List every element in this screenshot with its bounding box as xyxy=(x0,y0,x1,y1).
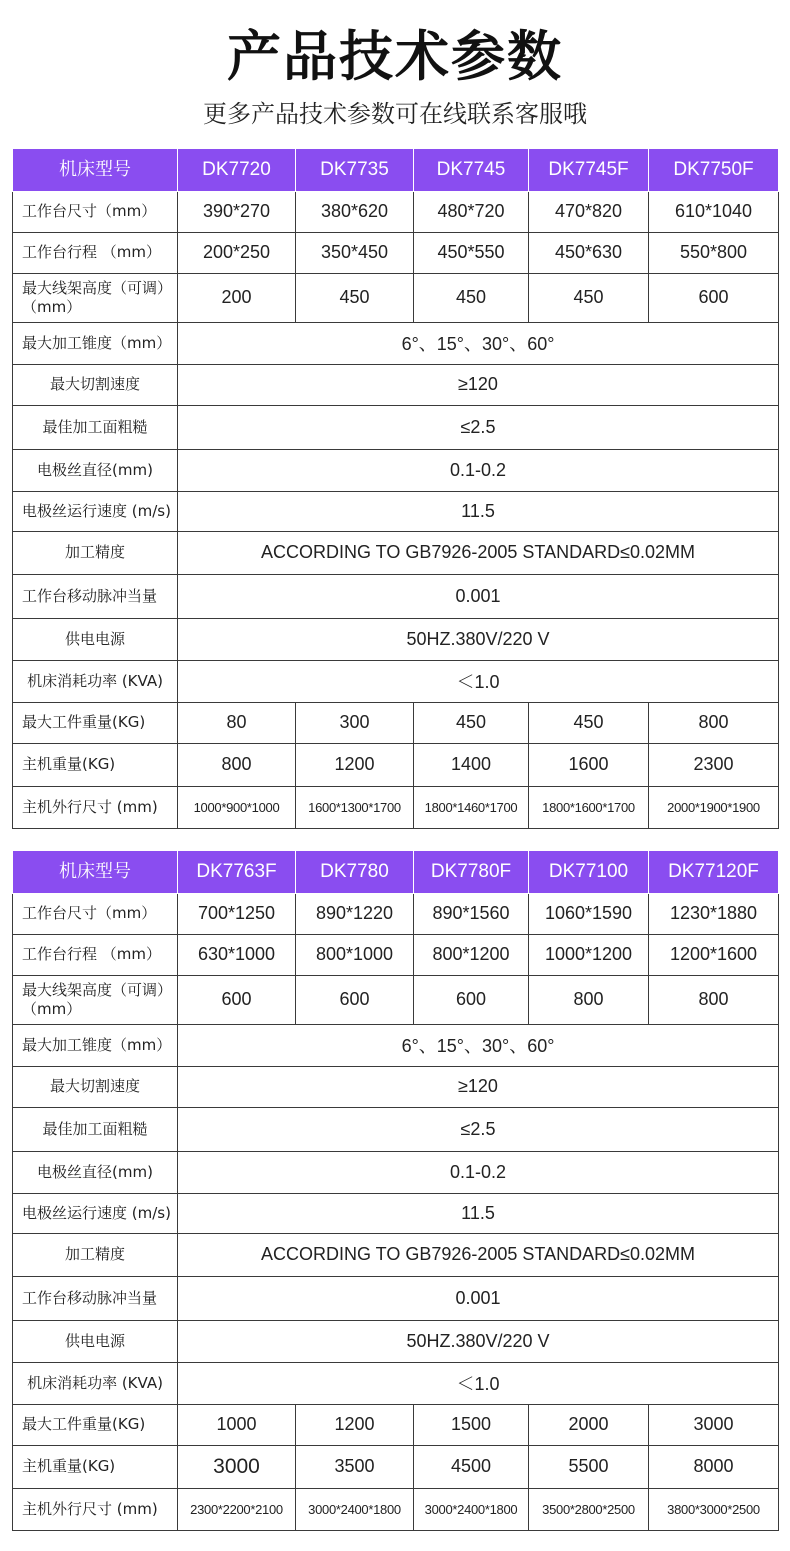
table-row xyxy=(13,660,779,702)
model-header: DK77120F xyxy=(649,851,779,893)
row-label: 供电电源 xyxy=(13,1320,178,1362)
spec-value: 610*1040 xyxy=(649,191,779,232)
table-row xyxy=(13,934,779,975)
spec-value-shared: ≥120 xyxy=(178,1066,779,1107)
spec-value: 3000*2400*1800 xyxy=(414,1488,529,1530)
spec-value: 200 xyxy=(178,273,296,322)
page-title: 产品技术参数 xyxy=(227,25,563,88)
spec-value: 600 xyxy=(649,273,779,322)
spec-value: 450*630 xyxy=(529,232,649,273)
spec-value-shared: 0.1-0.2 xyxy=(178,1151,779,1193)
table-row xyxy=(13,1151,779,1193)
table-row xyxy=(13,1024,779,1066)
row-label: 加工精度 xyxy=(13,1233,178,1276)
spec-value: 800*1000 xyxy=(296,934,414,975)
header-label: 机床型号 xyxy=(13,149,178,191)
table-row xyxy=(13,1445,779,1488)
spec-value-shared: ACCORDING TO GB7926-2005 STANDARD≤0.02MM xyxy=(178,1233,779,1276)
spec-value-shared: ＜1.0 xyxy=(178,660,779,702)
spec-value: 1800*1600*1700 xyxy=(529,786,649,828)
row-label: 最大线架高度（可调）（mm） xyxy=(13,273,178,322)
row-label: 供电电源 xyxy=(13,618,178,660)
table-row xyxy=(13,364,779,405)
spec-value: 3000*2400*1800 xyxy=(296,1488,414,1530)
spec-value: 390*270 xyxy=(178,191,296,232)
spec-value: 2000*1900*1900 xyxy=(649,786,779,828)
spec-value: 1000*1200 xyxy=(529,934,649,975)
row-label: 主机外行尺寸 (mm) xyxy=(13,1488,178,1530)
row-label: 最大加工锥度（mm） xyxy=(13,1024,178,1066)
spec-value: 1000 xyxy=(178,1404,296,1445)
row-label: 主机重量(KG) xyxy=(13,1445,178,1488)
table-row xyxy=(13,273,779,322)
table-row xyxy=(13,1488,779,1530)
table-row xyxy=(13,1193,779,1233)
row-label: 电极丝运行速度 (m/s) xyxy=(13,1193,178,1233)
spec-value: 3500*2800*2500 xyxy=(529,1488,649,1530)
row-label: 电极丝运行速度 (m/s) xyxy=(13,491,178,531)
spec-value: 700*1250 xyxy=(178,893,296,934)
spec-value: 600 xyxy=(414,975,529,1024)
model-header: DK7745F xyxy=(529,149,649,191)
spec-value: 550*800 xyxy=(649,232,779,273)
spec-value: 350*450 xyxy=(296,232,414,273)
spec-value: 800*1200 xyxy=(414,934,529,975)
spec-value-shared: ACCORDING TO GB7926-2005 STANDARD≤0.02MM xyxy=(178,531,779,574)
row-label: 机床消耗功率 (KVA) xyxy=(13,660,178,702)
spec-value: 450 xyxy=(414,273,529,322)
spec-value: 300 xyxy=(296,702,414,743)
table-row xyxy=(13,232,779,273)
row-label: 电极丝直径(mm) xyxy=(13,1151,178,1193)
spec-value: 800 xyxy=(178,743,296,786)
spec-value: 800 xyxy=(529,975,649,1024)
row-label: 工作台尺寸（mm） xyxy=(13,191,178,232)
spec-value: 1230*1880 xyxy=(649,893,779,934)
table-row xyxy=(13,322,779,364)
row-label: 主机重量(KG) xyxy=(13,743,178,786)
spec-value: 450 xyxy=(529,273,649,322)
spec-value-shared: 11.5 xyxy=(178,1193,779,1233)
spec-value: 470*820 xyxy=(529,191,649,232)
spec-value: 4500 xyxy=(414,1445,529,1488)
spec-value-shared: 0.001 xyxy=(178,1276,779,1320)
spec-value: 2300*2200*2100 xyxy=(178,1488,296,1530)
table-row xyxy=(13,743,779,786)
row-label: 工作台移动脉冲当量 xyxy=(13,1276,178,1320)
model-header: DK7720 xyxy=(178,149,296,191)
spec-value: 800 xyxy=(649,702,779,743)
table-row xyxy=(13,574,779,618)
spec-table-2 xyxy=(12,851,779,1531)
spec-value: 3800*3000*2500 xyxy=(649,1488,779,1530)
table-row xyxy=(13,975,779,1024)
spec-value-shared: ≤2.5 xyxy=(178,405,779,449)
model-header: DK7780F xyxy=(414,851,529,893)
spec-value-shared: 11.5 xyxy=(178,491,779,531)
table-row xyxy=(13,531,779,574)
page-subtitle: 更多产品技术参数可在线联系客服哦 xyxy=(203,100,587,128)
spec-value: 5500 xyxy=(529,1445,649,1488)
table-row xyxy=(13,1362,779,1404)
spec-value: 1200 xyxy=(296,1404,414,1445)
spec-value: 890*1560 xyxy=(414,893,529,934)
spec-value: 1060*1590 xyxy=(529,893,649,934)
spec-value: 890*1220 xyxy=(296,893,414,934)
spec-value: 380*620 xyxy=(296,191,414,232)
row-label: 最佳加工面粗糙 xyxy=(13,405,178,449)
spec-value: 1500 xyxy=(414,1404,529,1445)
table-row xyxy=(13,893,779,934)
spec-value-shared: 50HZ.380V/220 V xyxy=(178,618,779,660)
table-row xyxy=(13,191,779,232)
table-row xyxy=(13,1066,779,1107)
table-row xyxy=(13,1404,779,1445)
spec-value: 200*250 xyxy=(178,232,296,273)
table-row xyxy=(13,1107,779,1151)
model-header: DK77100 xyxy=(529,851,649,893)
row-label: 电极丝直径(mm) xyxy=(13,449,178,491)
header-label: 机床型号 xyxy=(13,851,178,893)
table-row xyxy=(13,405,779,449)
spec-value: 80 xyxy=(178,702,296,743)
spec-value-shared: 0.001 xyxy=(178,574,779,618)
row-label: 最大切割速度 xyxy=(13,364,178,405)
spec-value-shared: 6°、15°、30°、60° xyxy=(178,1024,779,1066)
spec-value: 1800*1460*1700 xyxy=(414,786,529,828)
spec-value: 450 xyxy=(296,273,414,322)
spec-value: 1400 xyxy=(414,743,529,786)
table-row xyxy=(13,618,779,660)
spec-value: 480*720 xyxy=(414,191,529,232)
spec-value: 450*550 xyxy=(414,232,529,273)
row-label: 工作台行程 （mm） xyxy=(13,934,178,975)
spec-value: 630*1000 xyxy=(178,934,296,975)
model-header: DK7745 xyxy=(414,149,529,191)
model-header: DK7763F xyxy=(178,851,296,893)
spec-value: 450 xyxy=(529,702,649,743)
table-row xyxy=(13,491,779,531)
table-row xyxy=(13,1233,779,1276)
table-header-row xyxy=(13,851,779,893)
spec-value: 2000 xyxy=(529,1404,649,1445)
spec-value: 8000 xyxy=(649,1445,779,1488)
model-header: DK7780 xyxy=(296,851,414,893)
model-header: DK7750F xyxy=(649,149,779,191)
table-row xyxy=(13,1276,779,1320)
spec-value: 3000 xyxy=(649,1404,779,1445)
spec-value: 2300 xyxy=(649,743,779,786)
spec-value-shared: ≥120 xyxy=(178,364,779,405)
spec-value-shared: ≤2.5 xyxy=(178,1107,779,1151)
table-row xyxy=(13,702,779,743)
spec-value-shared: 50HZ.380V/220 V xyxy=(178,1320,779,1362)
spec-value-shared: 6°、15°、30°、60° xyxy=(178,322,779,364)
row-label: 工作台行程 （mm） xyxy=(13,232,178,273)
table-header-row xyxy=(13,149,779,191)
row-label: 最大加工锥度（mm） xyxy=(13,322,178,364)
spec-value: 1600*1300*1700 xyxy=(296,786,414,828)
row-label: 最大线架高度（可调）（mm） xyxy=(13,975,178,1024)
spec-table-1 xyxy=(12,149,779,829)
spec-value: 3500 xyxy=(296,1445,414,1488)
table-row xyxy=(13,786,779,828)
spec-value-shared: ＜1.0 xyxy=(178,1362,779,1404)
spec-value: 600 xyxy=(178,975,296,1024)
row-label: 工作台尺寸（mm） xyxy=(13,893,178,934)
row-label: 机床消耗功率 (KVA) xyxy=(13,1362,178,1404)
row-label: 最大切割速度 xyxy=(13,1066,178,1107)
spec-value: 1000*900*1000 xyxy=(178,786,296,828)
spec-value: 1600 xyxy=(529,743,649,786)
row-label: 最佳加工面粗糙 xyxy=(13,1107,178,1151)
row-label: 加工精度 xyxy=(13,531,178,574)
row-label: 最大工件重量(KG) xyxy=(13,1404,178,1445)
spec-value: 3000 xyxy=(178,1445,296,1488)
spec-value: 600 xyxy=(296,975,414,1024)
spec-value: 800 xyxy=(649,975,779,1024)
spec-value: 1200 xyxy=(296,743,414,786)
row-label: 最大工件重量(KG) xyxy=(13,702,178,743)
model-header: DK7735 xyxy=(296,149,414,191)
spec-value-shared: 0.1-0.2 xyxy=(178,449,779,491)
table-row xyxy=(13,1320,779,1362)
spec-value: 450 xyxy=(414,702,529,743)
spec-value: 1200*1600 xyxy=(649,934,779,975)
row-label: 主机外行尺寸 (mm) xyxy=(13,786,178,828)
table-row xyxy=(13,449,779,491)
row-label: 工作台移动脉冲当量 xyxy=(13,574,178,618)
